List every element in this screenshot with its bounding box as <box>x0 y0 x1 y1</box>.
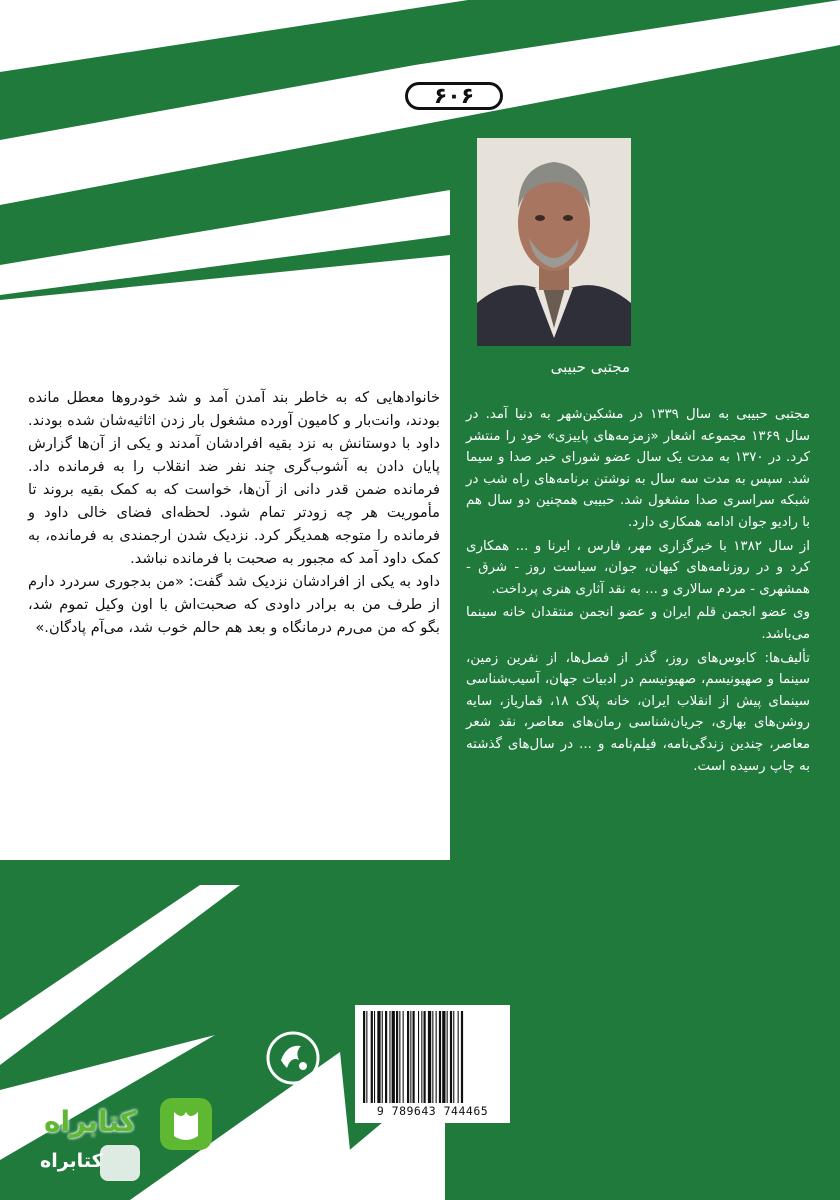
bio-paragraph: مجتبی حبیبی به سال ۱۳۳۹ در مشکین‌شهر به دنیا آمد. در سال ۱۳۶۹ مجموعه اشعار «زمزمه‌های پاییزی» خود را منتشر کرد. در ۱۳۷۰ به مدت یک سال عضو شورای خبر صدا و سیما شد. سپس به مدت سه سال به نوشتن برنامه‌های راه شب در شبکه سراسری صدا مشغول شد. حبیبی همچنین دو سال هم با رادیو جوان ادامه همکاری دارد. <box>466 407 810 530</box>
isbn-barcode <box>355 1005 510 1123</box>
publisher-name: روزگار <box>276 1092 310 1106</box>
page-number: ۶۰۶ <box>433 83 475 109</box>
publisher-logo <box>258 1030 328 1115</box>
story-paragraph: داود به یکی از افرادشان نزدیک شد گفت: «من بدجوری سردرد دارم از طرف من به برادر داودی که صحبت‌اش با اون وکیل تموم شد، بگو که من می‌رم درمانگاه و بعد هم حالم خوب شد، می‌آم پادگان.» <box>28 573 440 636</box>
author-photo <box>477 138 631 346</box>
publisher-emblem-icon <box>265 1030 321 1086</box>
watermark-text: کتابراه <box>44 1105 137 1138</box>
author-name: مجتبی حبیبی <box>550 358 630 376</box>
story-excerpt <box>28 386 440 639</box>
author-bio <box>466 404 810 779</box>
watermark <box>40 1090 220 1190</box>
bio-paragraph: تألیف‌ها: کابوس‌های روز، گذر از فصل‌ها، از نفرین زمین، سینما و صهیونیسم، صهیونیسم در ادبیات جهان، آسیب‌شناسی سینمای پیش از انقلاب ایران، خانه پلاک ۱۸، قماریاز، سایه روشن‌های بهاری، جریان‌شناسی رمان‌های معاصر، نقد شعر معاصر، چندین زندگی‌نامه، فیلم‌نامه و ... در سال‌های گذشته به چاپ رسیده است. <box>466 650 810 774</box>
bio-paragraph: از سال ۱۳۸۲ با خبرگزاری مهر، فارس ، ایرنا و ... همکاری کرد و در روزنامه‌های کیهان، جوان، سیاست روز - شرق - همشهری - مردم سالاری و ... به نقد آثاری هنری پرداخت. <box>466 538 810 597</box>
story-paragraph: خانوادهایی که به خاطر بند آمدن آمد و شد خودروها معطل مانده بودند، وانت‌بار و کامیون آورده مشغول بار زدن اثاثیه‌شان شده بودند. داود با دوستانش به نزد بقیه افرادشان آمدند و یکی از آن‌ها گزارش پایان دادن به آشوب‌گری چند نفر ضد انقلاب را به فرمانده داد. فرمانده ضمن قدر دانی از آن‌ها، خواست که به کمک بقیه بروند تا مأموریت هر چه زودتر تمام شود. لحظه‌ای فضای خالی داود و فرمانده را متوجه همدیگر کرد. نزدیک شدن ارجمندی به فرمانده، به کمک داود آمد که مجبور به صحبت با فرمانده نباشد. <box>28 389 440 567</box>
watermark-text-small: کتابراه <box>40 1150 103 1172</box>
bio-paragraph: وی عضو انجمن قلم ایران و عضو انجمن منتقدان خانه سینما می‌باشد. <box>466 605 810 642</box>
barcode-digits: 9 789643 744465 <box>376 1104 489 1118</box>
barcode-bars <box>361 1011 504 1103</box>
page-number-badge <box>405 82 503 110</box>
